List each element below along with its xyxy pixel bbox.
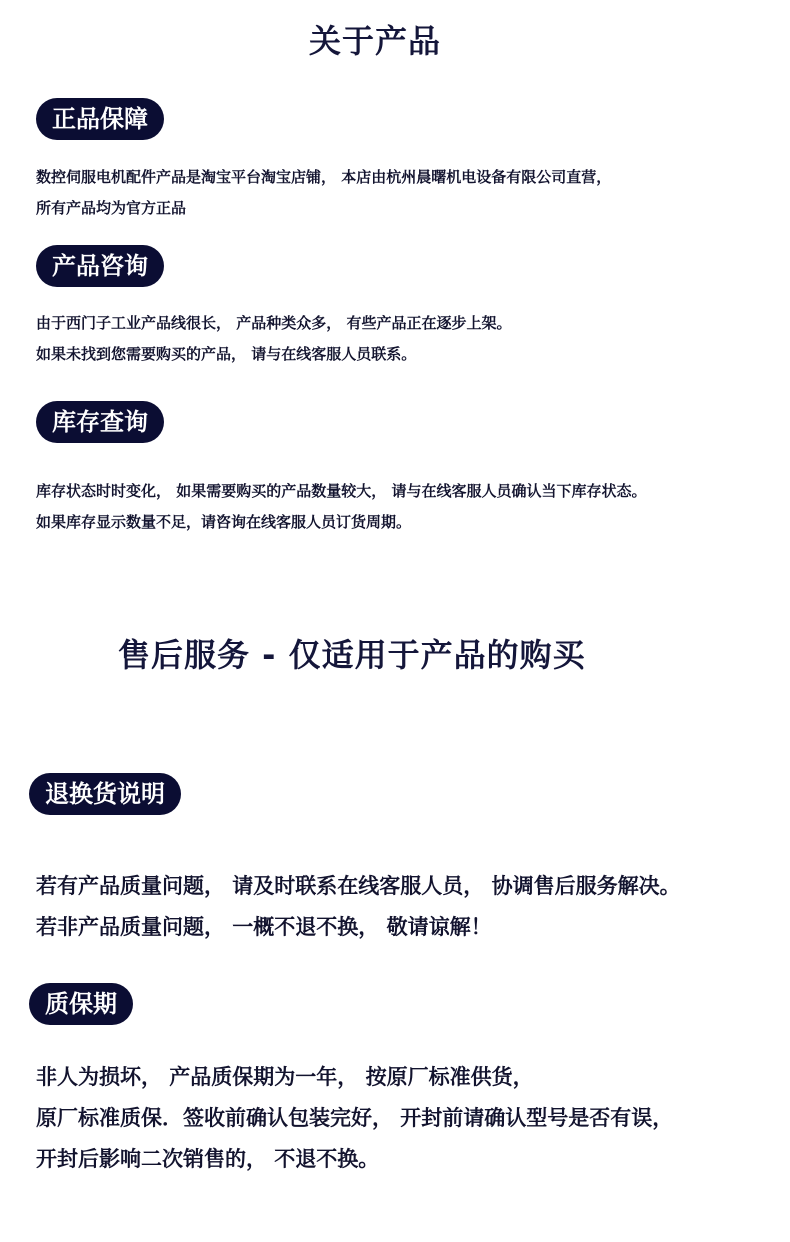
text-line: 如果未找到您需要购买的产品， 请与在线客服人员联系。	[36, 345, 417, 363]
text-line: 非人为损坏， 产品质保期为一年， 按原厂标准供货，	[36, 1065, 534, 1089]
text-line: 原厂标准质保．签收前确认包装完好， 开封前请确认型号是否有误，	[36, 1106, 674, 1130]
about-product-title: 关于产品	[308, 22, 441, 60]
text-line: 若非产品质量问题， 一概不退不换， 敬请谅解！	[36, 915, 492, 939]
text-line: 开封后影响二次销售的， 不退不换。	[36, 1147, 380, 1171]
stock-inquiry-heading: 库存查询	[36, 401, 164, 443]
return-exchange-text	[36, 866, 681, 948]
text-line: 库存状态时时变化， 如果需要购买的产品数量较大， 请与在线客服人员确认当下库存状态。	[36, 482, 647, 500]
product-inquiry-heading: 产品咨询	[36, 245, 164, 287]
return-exchange-heading: 退换货说明	[29, 773, 181, 815]
product-inquiry-text	[36, 308, 511, 370]
text-line: 所有产品均为官方正品	[36, 199, 187, 217]
authentic-guarantee-heading: 正品保障	[36, 98, 164, 140]
warranty-period-heading: 质保期	[29, 983, 133, 1025]
after-sales-title: 售后服务 - 仅适用于产品的购买	[118, 636, 586, 674]
text-line: 由于西门子工业产品线很长， 产品种类众多， 有些产品正在逐步上架。	[36, 314, 512, 332]
text-line: 若有产品质量问题， 请及时联系在线客服人员， 协调售后服务解决。	[36, 874, 681, 898]
text-line: 数控伺服电机配件产品是淘宝平台淘宝店铺， 本店由杭州晨曙机电设备有限公司直营，	[36, 168, 612, 186]
text-line: 如果库存显示数量不足，请咨询在线客服人员订货周期。	[36, 513, 412, 531]
warranty-period-text	[36, 1057, 673, 1180]
stock-inquiry-text	[36, 476, 646, 538]
authentic-guarantee-text	[36, 162, 611, 224]
